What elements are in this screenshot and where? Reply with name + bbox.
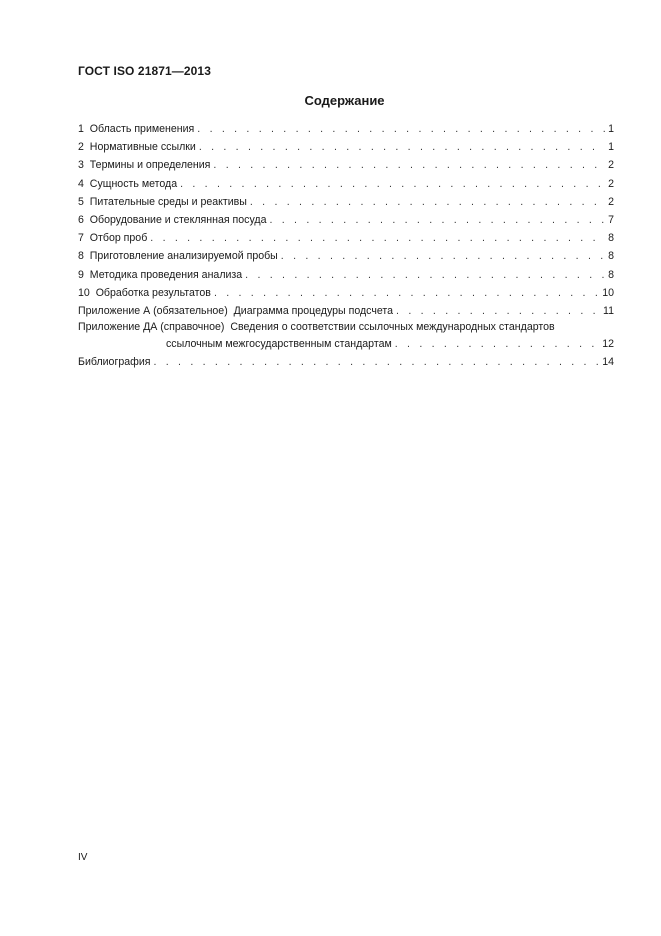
dot-leader bbox=[245, 266, 605, 284]
toc-item-number: 8 bbox=[78, 250, 84, 263]
toc-item-page: 1 bbox=[608, 123, 614, 135]
dot-leader bbox=[150, 229, 605, 247]
toc-item-number: 1 bbox=[78, 123, 84, 135]
dot-leader bbox=[213, 156, 605, 174]
toc-item-page: 14 bbox=[602, 356, 614, 369]
toc-item-title: Термины и определения bbox=[89, 159, 211, 172]
toc-item-9[interactable] bbox=[78, 266, 614, 284]
toc-item-number: 10 bbox=[78, 286, 90, 299]
page-number: IV bbox=[78, 852, 88, 863]
annex-label: Приложение ДА (справочное) bbox=[78, 321, 225, 334]
toc-item-number: 4 bbox=[78, 177, 84, 190]
toc-item-8[interactable] bbox=[78, 247, 614, 265]
toc-item-page: 12 bbox=[602, 338, 614, 351]
annex-label: Приложение А (обязательное) bbox=[78, 304, 228, 317]
toc-item-number: 6 bbox=[78, 213, 84, 226]
toc-item-page: 8 bbox=[608, 250, 614, 263]
toc-item-4[interactable] bbox=[78, 175, 614, 193]
toc-item-title: Обработка результатов bbox=[95, 286, 211, 299]
table-of-contents bbox=[78, 120, 614, 371]
toc-item-number: 7 bbox=[78, 232, 84, 245]
toc-item-5[interactable] bbox=[78, 193, 614, 211]
toc-item-page: 8 bbox=[608, 268, 614, 281]
toc-item-title: Методика проведения анализа bbox=[89, 268, 243, 281]
toc-item-page: 2 bbox=[608, 159, 614, 172]
dot-leader bbox=[199, 138, 605, 156]
toc-item-page: 10 bbox=[602, 286, 614, 299]
toc-item-number: 9 bbox=[78, 268, 84, 281]
toc-item-page: 2 bbox=[608, 177, 614, 190]
toc-item-title: Нормативные ссылки bbox=[89, 141, 196, 154]
toc-item-title: Оборудование и стеклянная посуда bbox=[89, 213, 267, 226]
toc-item-title: Область применения bbox=[89, 123, 195, 135]
toc-item-number: 5 bbox=[78, 195, 84, 208]
bibliography-title: Библиография bbox=[78, 356, 151, 369]
toc-item-number: 3 bbox=[78, 159, 84, 172]
toc-item-page: 8 bbox=[608, 232, 614, 245]
dot-leader bbox=[395, 335, 599, 353]
toc-item-title: Питательные среды и реактивы bbox=[89, 195, 247, 208]
dot-leader bbox=[269, 211, 605, 229]
dot-leader bbox=[281, 247, 605, 265]
toc-annex-da[interactable] bbox=[78, 320, 614, 353]
toc-item-title: Приготовление анализируемой пробы bbox=[89, 250, 278, 263]
dot-leader bbox=[180, 175, 605, 193]
toc-item-page: 1 bbox=[608, 141, 614, 154]
dot-leader bbox=[396, 302, 600, 320]
toc-item-page: 7 bbox=[608, 213, 614, 226]
annex-title: Диаграмма процедуры подсчета bbox=[233, 304, 394, 317]
toc-item-10[interactable] bbox=[78, 284, 614, 302]
annex-title-line1: Сведения о соответствии ссылочных международных стандартов bbox=[230, 321, 555, 334]
toc-item-2[interactable] bbox=[78, 138, 614, 156]
toc-item-6[interactable] bbox=[78, 211, 614, 229]
toc-bibliography[interactable] bbox=[78, 353, 614, 371]
dot-leader bbox=[197, 120, 605, 138]
toc-item-number: 2 bbox=[78, 141, 84, 154]
toc-item-7[interactable] bbox=[78, 229, 614, 247]
dot-leader bbox=[214, 284, 599, 302]
toc-item-1[interactable] bbox=[78, 120, 614, 138]
dot-leader bbox=[153, 353, 599, 371]
toc-item-title: Отбор проб bbox=[89, 232, 148, 245]
toc-item-title: Сущность метода bbox=[89, 177, 178, 190]
toc-item-page: 2 bbox=[608, 195, 614, 208]
toc-item-page: 11 bbox=[603, 304, 614, 317]
toc-item-3[interactable] bbox=[78, 156, 614, 174]
page-title: Содержание bbox=[304, 93, 385, 108]
dot-leader bbox=[250, 193, 605, 211]
toc-annex-a[interactable] bbox=[78, 302, 614, 320]
document-code: ГОСТ ISO 21871—2013 bbox=[78, 64, 211, 78]
annex-title-line2: ссылочным межгосударственным стандартам bbox=[166, 338, 392, 351]
